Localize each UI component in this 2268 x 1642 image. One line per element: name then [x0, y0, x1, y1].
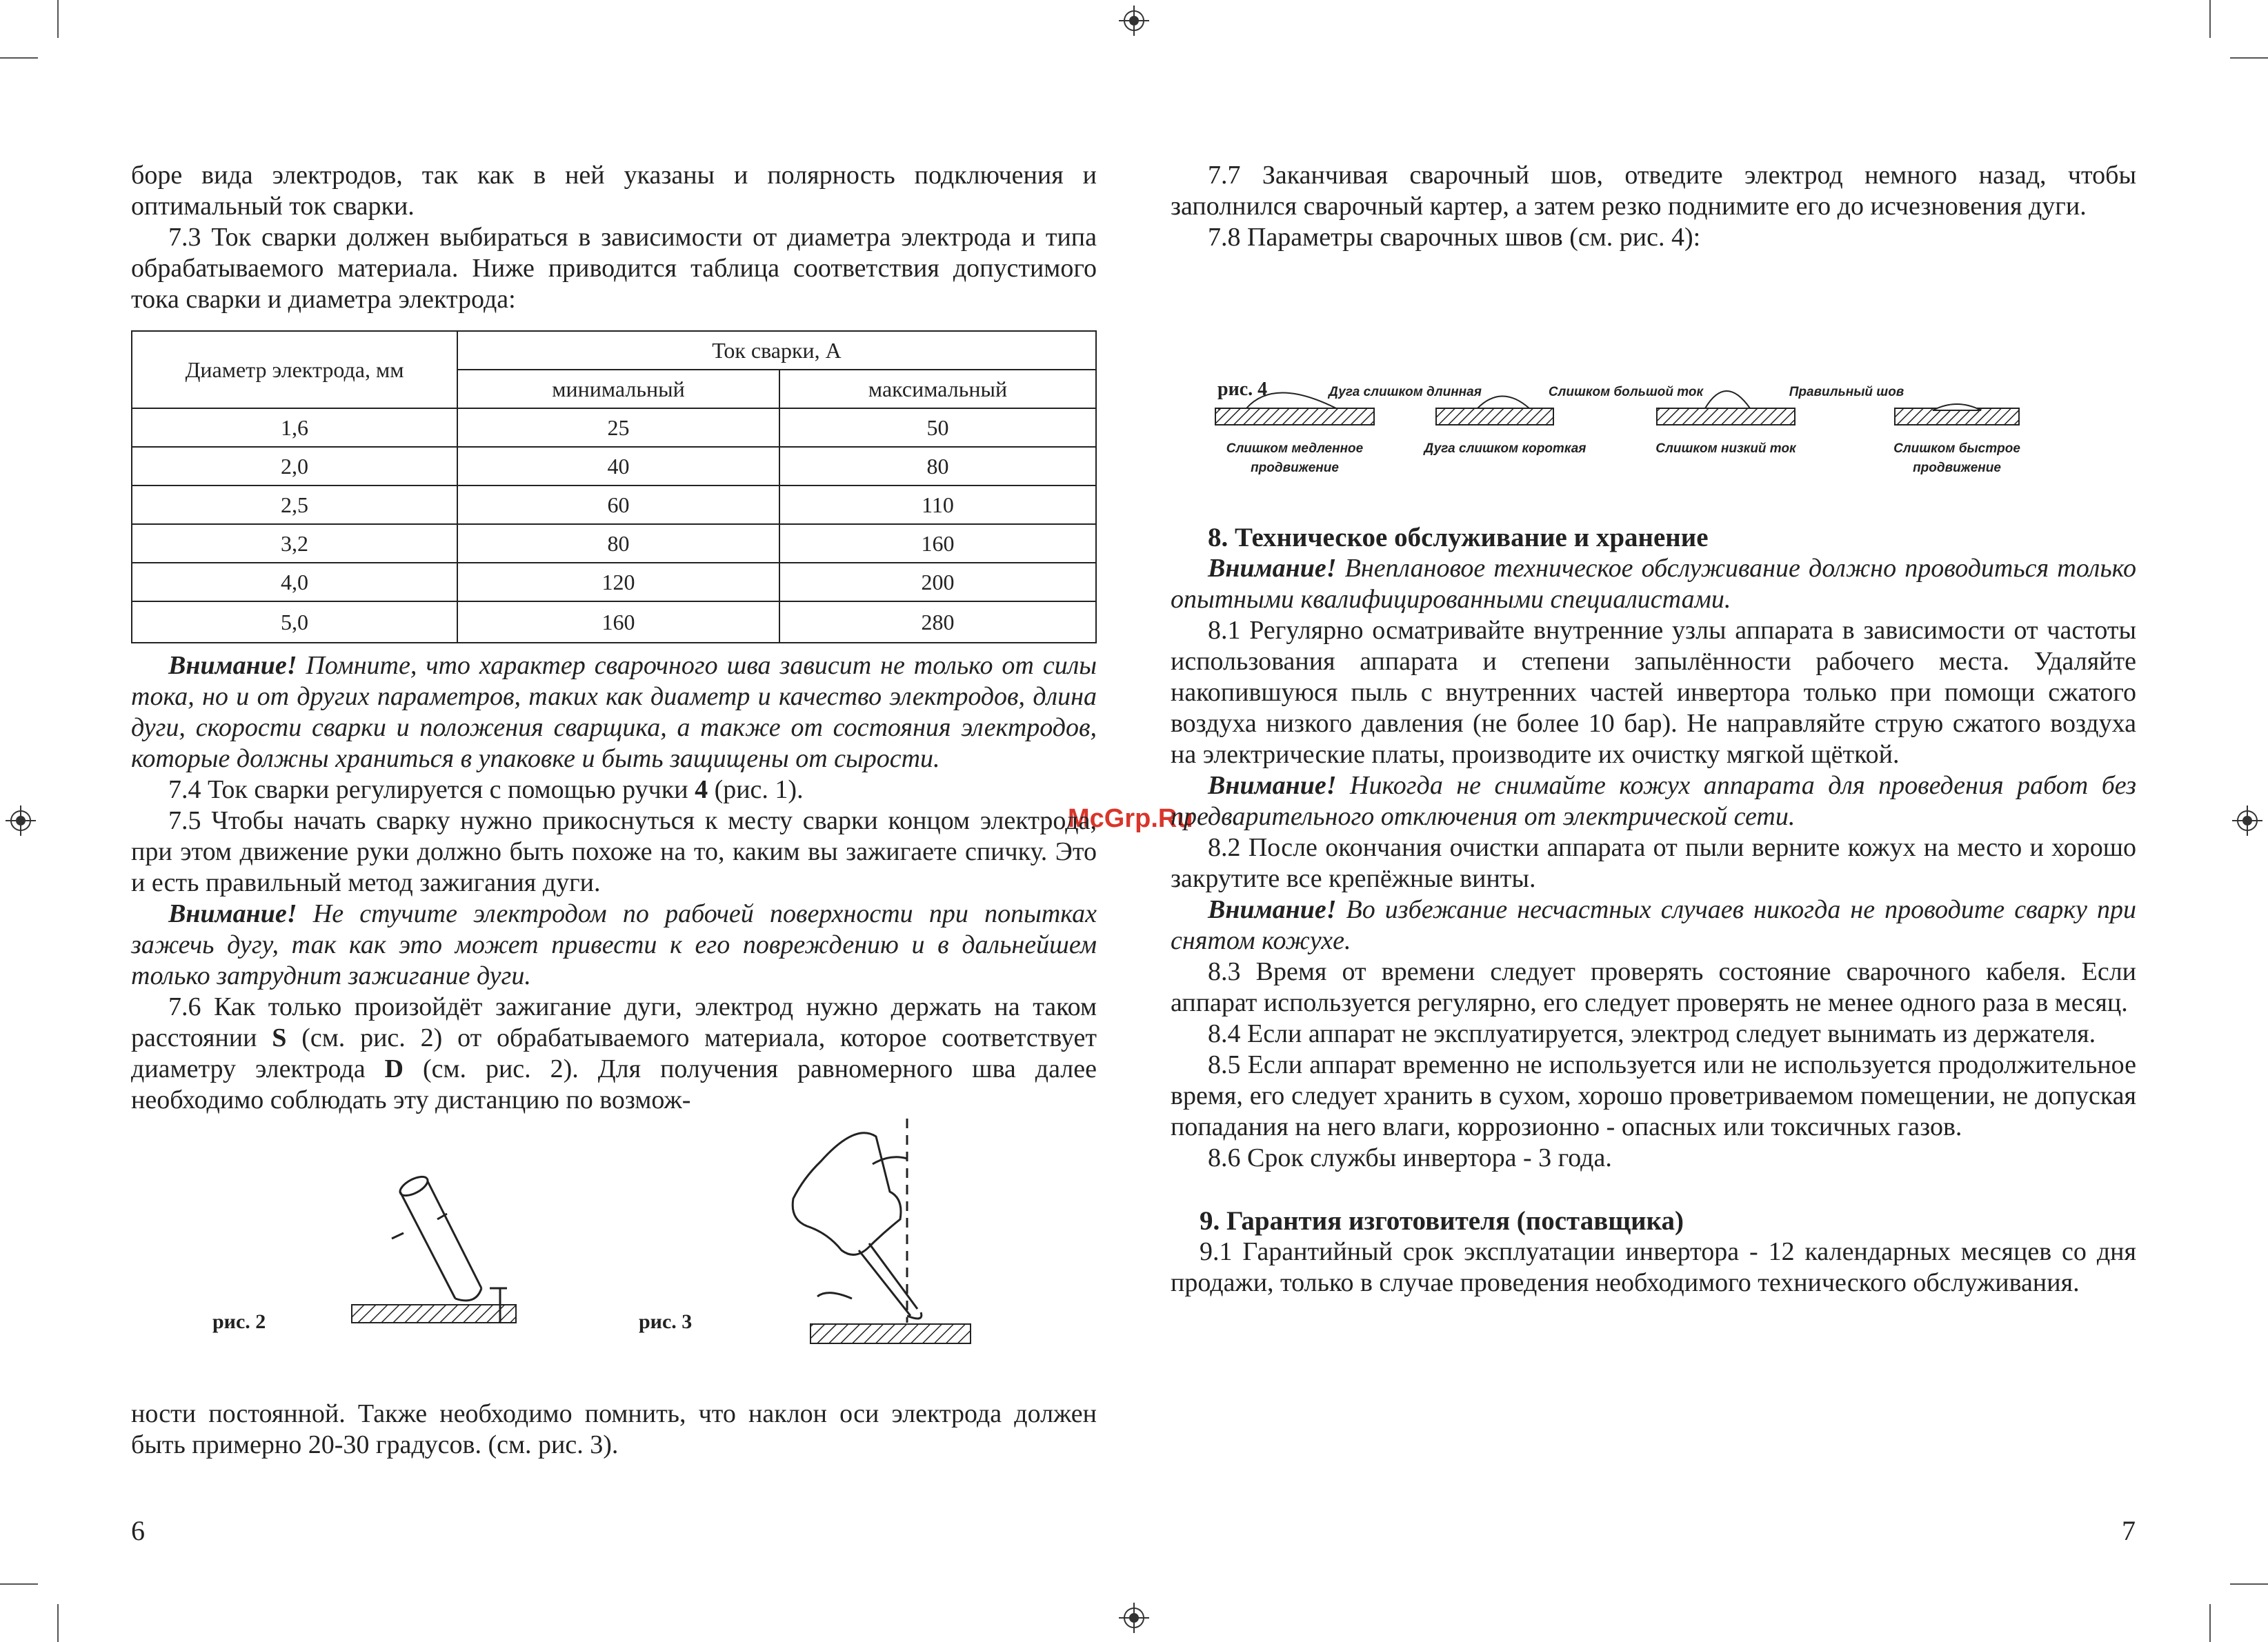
- warning-text: Не стучите электродом по рабочей поверхности при попытках зажечь дугу, так как это может привести к его повреждению и в дальнейшем только затруднит зажигание дуги.: [131, 899, 1097, 990]
- registration-mark-left: [6, 805, 36, 836]
- caption: Дуга слишком длинная: [1329, 385, 1482, 399]
- text: (см. рис. 2). Для получения равномерного шва далее необходимо соблюдать эту дистанцию по возмож-: [131, 1054, 1097, 1114]
- cell-diameter: 2,0: [132, 447, 457, 485]
- table-row: [132, 524, 1096, 563]
- cell-max: 110: [779, 485, 1096, 524]
- warning-3: [1171, 553, 2136, 615]
- paragraph-8-2: 8.2 После окончания очистки аппарата от пыли верните кожух на место и хорошо закрутите все крепёжные винты.: [1171, 833, 2136, 893]
- text: (рис. 1).: [708, 775, 804, 804]
- symbol-d: D: [384, 1054, 404, 1083]
- warning-text: Внеплановое техническое обслуживание должно проводиться только опытными квалифицированными специалистами.: [1171, 554, 2136, 614]
- paragraph-8-6: 8.6 Срок службы инвертора - 3 года.: [1208, 1143, 1612, 1172]
- paragraph-9-1: 9.1 Гарантийный срок эксплуатации инвертора - 12 календарных месяцев со дня продажи, только в случае проведения необходимого технического обслуживания.: [1171, 1237, 2136, 1297]
- warning-label: Внимание!: [1208, 554, 1337, 583]
- warning-label: Внимание!: [1208, 895, 1337, 924]
- welding-current-table: [131, 330, 1097, 643]
- caption: Слишком медленное продвижение: [1226, 441, 1364, 475]
- section-8-heading: 8. Техническое обслуживание и хранение: [1208, 523, 1709, 552]
- warning-text: Во избежание несчастных случаев никогда не проводите сварку при снятом кожухе.: [1171, 895, 2136, 955]
- paragraph-7-5: 7.5 Чтобы начать сварку нужно прикоснуться к месту сварки концом электрода, при этом движение руки должно быть похоже на то, каким вы зажигаете спичку. Это и есть правильный метод зажигания дуги.: [131, 806, 1097, 897]
- paragraph-end: ности постоянной. Также необходимо помнить, что наклон оси электрода должен быть примерно 20-30 градусов. (см. рис. 3).: [131, 1399, 1097, 1459]
- warning-5: [1171, 894, 2136, 957]
- table-header-min: минимальный: [457, 370, 779, 408]
- cell-diameter: 4,0: [132, 563, 457, 601]
- paragraph-8-4: 8.4 Если аппарат не эксплуатируется, электрод следует вынимать из держателя.: [1208, 1019, 2096, 1048]
- cell-diameter: 5,0: [132, 601, 457, 643]
- caption: Слишком низкий ток: [1655, 441, 1796, 456]
- table-header-current: Ток сварки, А: [457, 331, 1096, 370]
- warning-label: Внимание!: [1208, 771, 1337, 800]
- warning-label: Внимание!: [168, 651, 297, 680]
- left-page: [131, 160, 1097, 1461]
- text: 7.6 Как только произойдёт зажигание дуги, электрод нужно держать на таком расстоянии: [131, 992, 1097, 1052]
- cell-min: 40: [457, 447, 779, 485]
- figures-2-3: [131, 1116, 1097, 1399]
- caption: Дуга слишком короткая: [1424, 441, 1586, 456]
- cell-min: 80: [457, 524, 779, 563]
- paragraph: боре вида электродов, так как в ней указаны и полярность подключения и оптимальный ток сварки.: [131, 161, 1097, 221]
- paragraph-7-3: 7.3 Ток сварки должен выбираться в зависимости от диаметра электрода и типа обрабатываемого материала. Ниже приводится таблица соответствия допустимого тока сварки и диаметра электрода:: [131, 223, 1097, 314]
- cell-min: 160: [457, 601, 779, 643]
- text: 7.4 Ток сварки регулируется с помощью ручки: [168, 775, 695, 804]
- fig2-electrode-drawing: [131, 1116, 1097, 1399]
- table-row: [132, 601, 1096, 643]
- knob-number: 4: [695, 775, 708, 804]
- text: (см. рис. 2) от обрабатываемого материала, которое соответствует диаметру электрода: [131, 1023, 1097, 1083]
- cell-diameter: 3,2: [132, 524, 457, 563]
- page-number-left: 6: [131, 1515, 145, 1546]
- cell-max: 200: [779, 563, 1096, 601]
- warning-label: Внимание!: [168, 899, 297, 928]
- cell-min: 120: [457, 563, 779, 601]
- paragraph-7-7: 7.7 Заканчивая сварочный шов, отведите электрод немного назад, чтобы заполнился сварочный картер, а затем резко поднимите его до исчезновения дуги.: [1171, 161, 2136, 221]
- section-9-heading: 9. Гарантия изготовителя (поставщика): [1200, 1206, 1684, 1236]
- warning-1: [131, 650, 1097, 774]
- warning-text: Помните, что характер сварочного шва зависит не только от силы тока, но и от других параметров, таких как диаметр и качество электродов, длина дуги, скорости сварки и положения сварщика, а также от состояния электродов, которые должны храниться в упаковке и быть защищены от сырости.: [131, 651, 1097, 773]
- symbol-s: S: [272, 1023, 287, 1052]
- cell-max: 160: [779, 524, 1096, 563]
- paragraph-7-8: 7.8 Параметры сварочных швов (см. рис. 4):: [1208, 223, 1701, 252]
- cell-max: 80: [779, 447, 1096, 485]
- table-row: [132, 447, 1096, 485]
- table-row: [132, 563, 1096, 601]
- fig4-label: рис. 4: [1217, 379, 1268, 400]
- table-header-max: максимальный: [779, 370, 1096, 408]
- cell-diameter: 1,6: [132, 408, 457, 447]
- cell-diameter: 2,5: [132, 485, 457, 524]
- warning-2: [131, 899, 1097, 992]
- page-number-right: 7: [2122, 1515, 2136, 1546]
- warning-text: Никогда не снимайте кожух аппарата для проведения работ без предварительного отключения от электрической сети.: [1171, 771, 2136, 831]
- paragraph-8-1: 8.1 Регулярно осматривайте внутренние узлы аппарата в зависимости от частоты использования аппарата и степени запылённости рабочего места. Удаляйте накопившуюся пыль с внутренних частей инвертора только при помощи сжатого воздуха низкого давления (не более 10 бар). Не направляйте струю сжатого воздуха на электрические платы, производите их очистку мягкой щёткой.: [1171, 616, 2136, 769]
- paragraph-8-3: 8.3 Время от времени следует проверять состояние сварочного кабеля. Если аппарат используется регулярно, его следует проверять не менее одного раза в месяц.: [1171, 957, 2136, 1017]
- warning-4: [1171, 770, 2136, 832]
- registration-mark-top: [1119, 6, 1149, 36]
- spacer: [1171, 1174, 2136, 1205]
- registration-mark-right: [2232, 805, 2262, 836]
- fig3-label: рис. 3: [639, 1310, 693, 1333]
- caption: Правильный шов: [1789, 385, 1904, 399]
- registration-mark-bottom: [1119, 1603, 1149, 1633]
- cell-min: 60: [457, 485, 779, 524]
- caption: Слишком быстрое продвижение: [1893, 441, 2020, 475]
- paragraph-8-5: 8.5 Если аппарат временно не используется или не используется продолжительное время, его следует хранить в сухом, хорошо проветриваемом помещении, не допуская попадания на него влаги, коррозионно - опасных или токсичных газов.: [1171, 1050, 2136, 1141]
- cell-min: 25: [457, 408, 779, 447]
- table-row: [132, 485, 1096, 524]
- right-page: [1171, 160, 2136, 1299]
- cell-max: 50: [779, 408, 1096, 447]
- caption: Слишком большой ток: [1548, 385, 1704, 399]
- watermark: McGrp.Ru: [1068, 804, 1193, 833]
- cell-max: 280: [779, 601, 1096, 643]
- fig2-label: рис. 2: [212, 1310, 266, 1333]
- paragraph-7-6: [131, 992, 1097, 1116]
- paragraph-7-4: [131, 774, 1097, 805]
- table-header-diameter: Диаметр электрода, мм: [132, 331, 457, 408]
- table-row: [132, 408, 1096, 447]
